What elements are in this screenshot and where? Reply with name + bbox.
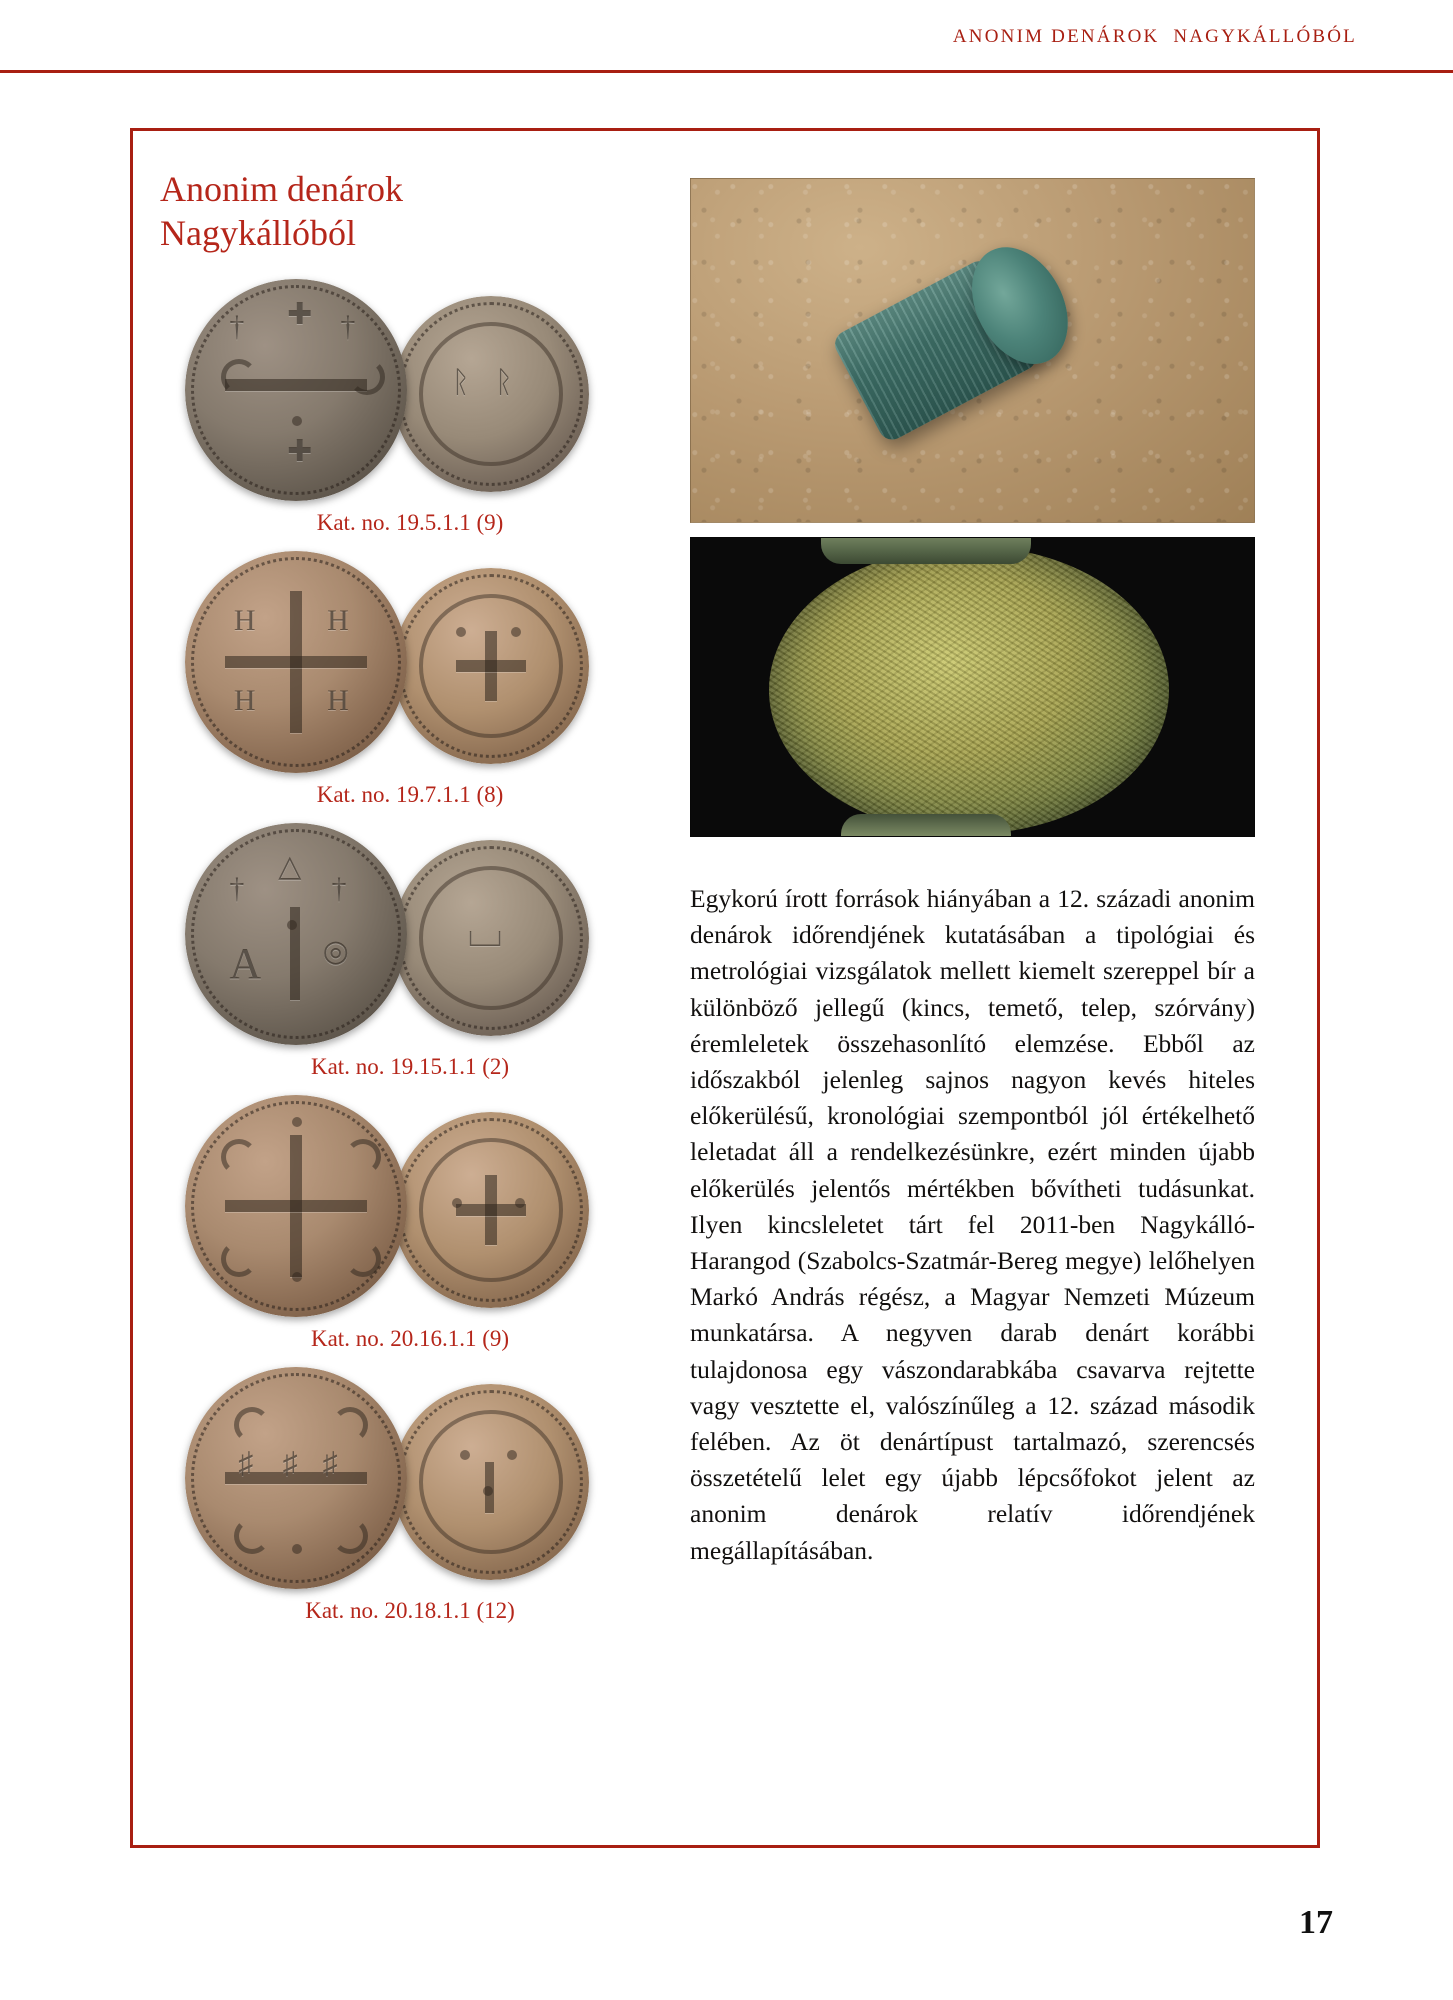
page-number: 17 [1299,1904,1333,1941]
coin-pair-image [180,546,640,776]
coin-reverse [393,1112,589,1308]
coin-caption: Kat. no. 19.5.1.1 (9) [316,509,504,535]
left-column [160,168,660,1624]
coin-obverse: △ † † A ◎ [185,823,407,1045]
coin-obverse: ♯ ♯ ♯ [185,1367,407,1589]
coin-reverse [393,1384,589,1580]
coin-obverse: ✚ † † ✚ [185,279,407,501]
coin-pair-image [180,274,640,504]
coin-edge-top [821,538,1031,564]
coin-plate [160,274,660,536]
coin-reverse: ᚱ ᚱ [393,296,589,492]
coin-stack-in-situ-photo [690,178,1255,523]
right-column [690,178,1255,1569]
article-title-line-2: Nagykállóból [160,212,356,253]
coin-edge-bottom [841,814,1011,836]
coin-caption: Kat. no. 20.16.1.1 (9) [310,1325,510,1351]
coin-caption: Kat. no. 20.18.1.1 (12) [305,1597,515,1623]
coin-plate [160,818,660,1080]
header-rule [0,70,1453,73]
coin-plate [160,1362,660,1624]
microscope-textile-photo [690,537,1255,837]
coin-pair-image [180,1362,640,1592]
microscope-field-of-view [769,546,1169,834]
coin-obverse: H H H H [185,551,407,773]
coin-caption: Kat. no. 19.15.1.1 (2) [310,1053,510,1079]
coin-caption: Kat. no. 19.7.1.1 (8) [316,781,504,807]
coin-obverse [185,1095,407,1317]
article-title [160,168,660,256]
running-head: ANONIM DENÁROK NAGYKÁLLÓBÓL [952,26,1357,47]
body-paragraph: Egykorú írott források hiányában a 12. századi anonim denárok időrendjének kutatásában a tipológiai és metrológiai vizsgálatok mellett kiemelt szereppel bír a különböző jellegű (kincs, temető, telep, szórvány) éremleletek összehasonlító elemzése. Ebből az időszakból jelenleg sajnos nagyon kevés hiteles előkerülésű, kronológiai szempontból jól értékelhető leletadat áll a rendelkezésünkre, ezért minden újabb előkerülés jelentős mértékben bővítheti tudásunkat. Ilyen kincsleletet tárt fel 2011-ben Nagykálló-Harangod (Szabolcs-Szatmár-Bereg megye) lelőhelyen Markó András régész, a Magyar Nemzeti Múzeum munkatársa. A negyven darab denárt korábbi tulajdonosa egy vászondarabkába csavarva rejtette vagy vesztette el, valószínűleg a 12. század második felében. Az öt denártípust tartalmazó, szerencsés összetételű lelet egy újabb lépcsőfokot jelent az anonim denárok relatív időrendjének megállapításában. [690,884,1255,1565]
coin-reverse: ⌴ [393,840,589,1036]
textile-weave-texture [769,546,1169,834]
article-title-line-1: Anonim denárok [160,169,403,209]
coin-reverse [393,568,589,764]
coin-plate [160,546,660,808]
coin-plate [160,1090,660,1352]
coin-pair-image [180,818,640,1048]
coin-pair-image [180,1090,640,1320]
